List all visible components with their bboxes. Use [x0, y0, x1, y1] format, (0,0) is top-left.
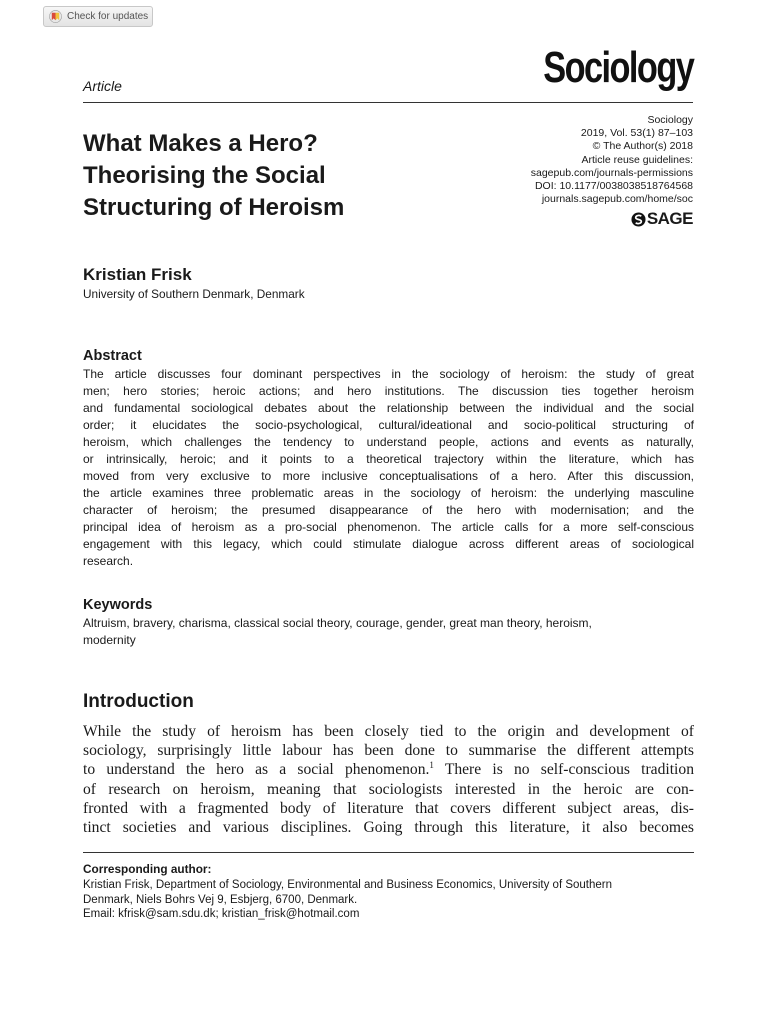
footnote-rule: [83, 852, 694, 853]
meta-journal: Sociology: [647, 114, 693, 126]
abstract-line: The article discusses four dominant perspectives in the sociology of heroism: the study of great: [83, 367, 694, 381]
meta-copyright: © The Author(s) 2018: [592, 140, 693, 153]
corresponding-author-email[interactable]: Email: kfrisk@sam.sdu.dk; kristian_frisk@hotmail.com: [83, 908, 360, 920]
keywords-line: Altruism, bravery, charisma, classical social theory, courage, gender, great man theory, heroism,: [83, 616, 592, 630]
abstract-line: moved from very exclusive to more inclusive conceptualisations of a hero. After this discussion,: [83, 469, 694, 483]
title-line: What Makes a Hero?: [83, 130, 318, 157]
footnote-marker[interactable]: 1: [429, 760, 434, 771]
crossmark-icon: [49, 10, 62, 23]
corresponding-author-line: Kristian Frisk, Department of Sociology, Environmental and Business Economics, University of Southern: [83, 879, 613, 891]
sage-logo-icon: [631, 212, 646, 227]
body-line-text: to understand the hero as a social phenomenon.: [83, 761, 430, 779]
abstract-line: research.: [83, 554, 134, 568]
article-type-label: Article: [83, 78, 122, 94]
meta-reuse: Article reuse guidelines:: [581, 153, 693, 166]
article-title: [83, 128, 413, 224]
abstract-line: principal idea of heroism as a pro-social phenomenon. The article calls for a more self-conscious: [83, 520, 694, 534]
meta-permissions-link[interactable]: sagepub.com/journals-permissions: [530, 166, 693, 179]
publisher-logo: [631, 209, 693, 229]
meta-journal-link[interactable]: journals.sagepub.com/home/soc: [541, 193, 693, 206]
header-rule: [83, 102, 693, 103]
body-line: fronted with a fragmented body of literature that covers different subject areas, dis-: [83, 799, 694, 817]
keywords-heading: Keywords: [83, 597, 153, 613]
meta-volume: 2019, Vol. 53(1) 87–103: [580, 127, 693, 140]
abstract-line: and fundamental sociological debates about the relationship between the individual and the social: [83, 401, 694, 415]
abstract-line: character of heroism; the presumed disappearance of the hero with modernisation; and the: [83, 503, 694, 517]
abstract-line: order; it elucidates the socio-psychological, cultural/ideational and socio-political structuring of: [83, 418, 694, 432]
abstract-line: men; hero stories; heroic actions; and hero institutions. The discussion ties together heroism: [83, 384, 694, 398]
meta-doi[interactable]: DOI: 10.1177/0038038518764568: [534, 180, 693, 193]
abstract-line: engagement with this legacy, which could stimulate dialogue across different areas of sociological: [83, 537, 694, 551]
keywords-line: modernity: [83, 633, 136, 647]
citation-metadata: [531, 114, 693, 206]
abstract-line: heroism, which challenges the tendency to understand people, actions and events as naturally,: [83, 435, 694, 449]
check-for-updates-label: Check for updates: [67, 11, 149, 22]
corresponding-author-line: Denmark, Niels Bohrs Vej 9, Esbjerg, 6700, Denmark.: [83, 893, 358, 906]
publisher-name: SAGE: [646, 209, 693, 228]
journal-logo: Sociology: [543, 43, 693, 92]
abstract-line: the article examines three problematic areas in the sociology of heroism: the underlying masculine: [83, 486, 694, 500]
introduction-text: [83, 722, 694, 837]
abstract-line: or intrinsically, heroic; and it points to a theoretical trajectory within the literature, which has: [83, 452, 694, 466]
abstract-heading: Abstract: [83, 348, 142, 364]
author-affiliation: University of Southern Denmark, Denmark: [83, 287, 305, 301]
check-for-updates-button[interactable]: [43, 6, 153, 27]
body-line: [83, 760, 694, 779]
author-name: Kristian Frisk: [83, 265, 192, 284]
body-line-text: There is no self-conscious tradition: [433, 761, 694, 779]
body-line: tinct societies and various disciplines. Going through this literature, it also becomes: [83, 819, 694, 837]
body-line: of research on heroism, meaning that sociologists interested in the heroic are con-: [83, 780, 694, 798]
corresponding-author-details: [83, 878, 694, 922]
abstract-text: [83, 366, 694, 570]
corresponding-author-heading: Corresponding author:: [83, 862, 212, 876]
body-line: sociology, surprisingly little labour has been done to summarise the different attempts: [83, 742, 694, 760]
title-line: Structuring of Heroism: [83, 194, 345, 221]
keywords-text: [83, 615, 694, 649]
title-line: Theorising the Social: [83, 162, 326, 189]
section-heading-introduction: Introduction: [83, 691, 194, 712]
body-line: While the study of heroism has been closely tied to the origin and development of: [83, 723, 694, 740]
